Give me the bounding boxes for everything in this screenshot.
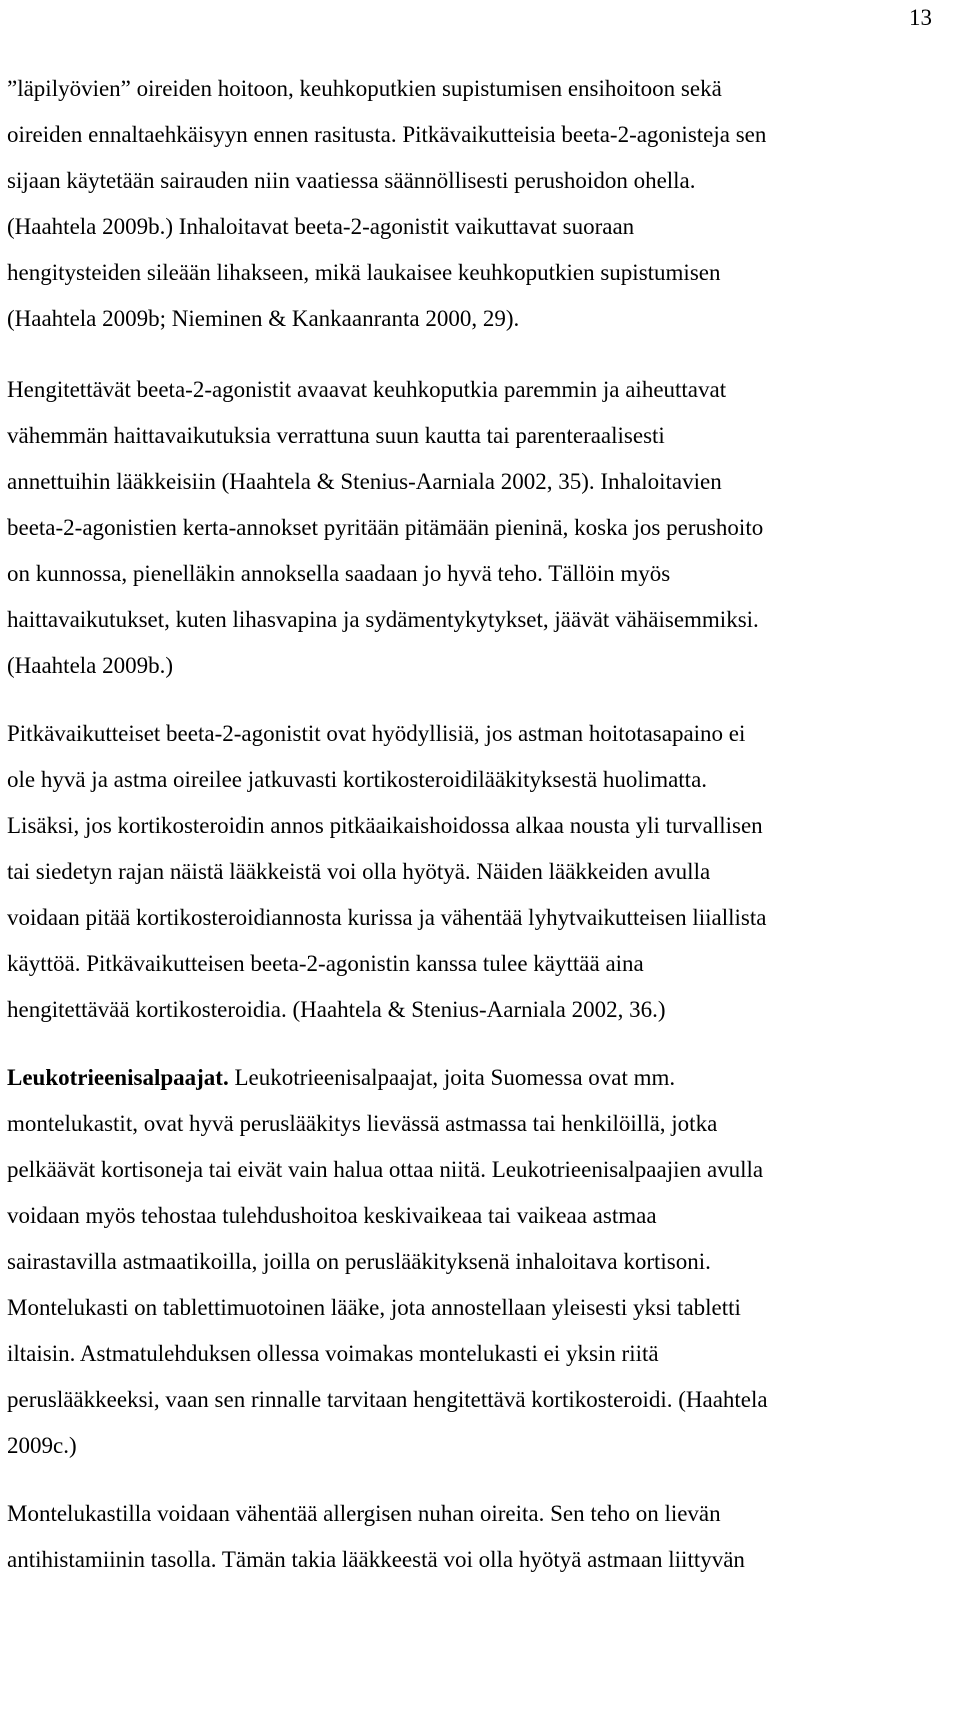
text-line: voidaan myös tehostaa tulehdushoitoa keskivaikeaa tai vaikeaa astmaa — [7, 1203, 657, 1228]
text-line: (Haahtela 2009b.) Inhaloitavat beeta-2-agonistit vaikuttavat suoraan — [7, 214, 635, 239]
text-line: ”läpilyövien” oireiden hoitoon, keuhkoputkien supistumisen ensihoitoon sekä — [7, 76, 722, 101]
paragraph-4 — [7, 1055, 907, 1469]
text-line — [7, 1055, 907, 1101]
text-line: montelukastit, ovat hyvä peruslääkitys lievässä astmassa tai henkilöillä, jotka — [7, 1111, 718, 1136]
paragraph-1 — [7, 66, 907, 342]
text-line: ole hyvä ja astma oireilee jatkuvasti kortikosteroidilääkityksestä huolimatta. — [7, 767, 708, 792]
text-line: sairastavilla astmaatikoilla, joilla on peruslääkityksenä inhaloitava kortisoni. — [7, 1249, 711, 1274]
text-line: on kunnossa, pienelläkin annoksella saadaan jo hyvä teho. Tällöin myös — [7, 561, 671, 586]
text-line: pelkäävät kortisoneja tai eivät vain halua ottaa niitä. Leukotrieenisalpaajien avulla — [7, 1157, 764, 1182]
text-line: annettuihin lääkkeisiin (Haahtela & Stenius-Aarniala 2002, 35). Inhaloitavien — [7, 469, 722, 494]
text-line: haittavaikutukset, kuten lihasvapina ja sydämentykytykset, jäävät vähäisemmiksi. — [7, 607, 759, 632]
page-number: 13 — [909, 5, 932, 30]
text-line: Pitkävaikutteiset beeta-2-agonistit ovat hyödyllisiä, jos astman hoitotasapaino ei — [7, 721, 746, 746]
text-line: beeta-2-agonistien kerta-annokset pyritään pitämään pieninä, koska jos perushoito — [7, 515, 764, 540]
text-line: sijaan käytetään sairauden niin vaatiessa säännöllisesti perushoidon ohella. — [7, 168, 696, 193]
paragraph-5 — [7, 1491, 907, 1583]
text-line: iltaisin. Astmatulehduksen ollessa voimakas montelukasti ei yksin riitä — [7, 1341, 659, 1366]
paragraph-2 — [7, 367, 907, 689]
text-line: (Haahtela 2009b.) — [7, 653, 174, 678]
text-line: hengitettävää kortikosteroidia. (Haahtela & Stenius-Aarniala 2002, 36.) — [7, 997, 666, 1022]
text-line: oireiden ennaltaehkäisyyn ennen rasitusta. Pitkävaikutteisia beeta-2-agonisteja sen — [7, 122, 767, 147]
text-line: vähemmän haittavaikutuksia verrattuna suun kautta tai parenteraalisesti — [7, 423, 665, 448]
text-line: antihistamiinin tasolla. Tämän takia lääkkeestä voi olla hyötyä astmaan liittyvän — [7, 1547, 745, 1572]
text-line: Montelukastilla voidaan vähentää allergisen nuhan oireita. Sen teho on lievän — [7, 1501, 721, 1526]
text-line: Lisäksi, jos kortikosteroidin annos pitkäaikaishoidossa alkaa nousta yli turvallisen — [7, 813, 763, 838]
text-line: peruslääkkeeksi, vaan sen rinnalle tarvitaan hengitettävä kortikosteroidi. (Haahtela — [7, 1387, 768, 1412]
paragraph-3 — [7, 711, 907, 1033]
text-line: Hengitettävät beeta-2-agonistit avaavat keuhkoputkia paremmin ja aiheuttavat — [7, 377, 727, 402]
section-heading: Leukotrieenisalpaajat. — [7, 1065, 229, 1090]
text-line-rest: Leukotrieenisalpaajat, joita Suomessa ovat mm. — [228, 1065, 676, 1090]
text-line: hengitysteiden sileään lihakseen, mikä laukaisee keuhkoputkien supistumisen — [7, 260, 721, 285]
text-line: käyttöä. Pitkävaikutteisen beeta-2-agonistin kanssa tulee käyttää aina — [7, 951, 644, 976]
text-line: (Haahtela 2009b; Nieminen & Kankaanranta 2000, 29). — [7, 306, 520, 331]
text-line: tai siedetyn rajan näistä lääkkeistä voi olla hyötyä. Näiden lääkkeiden avulla — [7, 859, 711, 884]
text-line: voidaan pitää kortikosteroidiannosta kurissa ja vähentää lyhytvaikutteisen liiallista — [7, 905, 767, 930]
text-line: 2009c.) — [7, 1433, 77, 1458]
text-line: Montelukasti on tablettimuotoinen lääke, jota annostellaan yleisesti yksi tabletti — [7, 1295, 741, 1320]
